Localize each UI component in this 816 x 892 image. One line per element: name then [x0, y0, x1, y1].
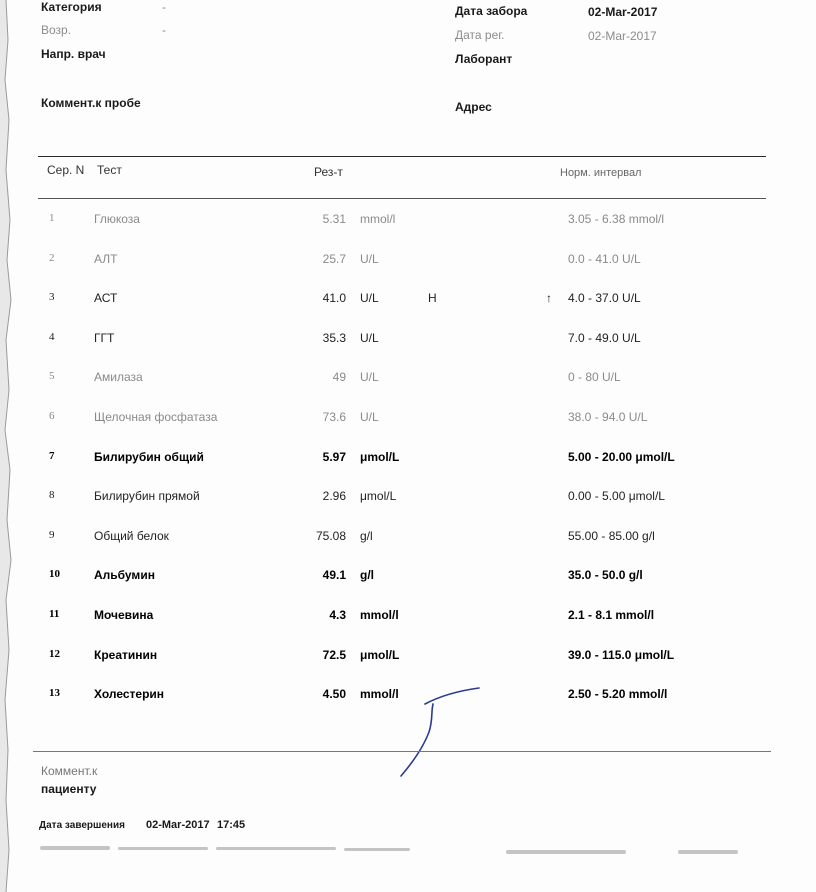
result-unit: U/L — [360, 251, 379, 266]
age-value: - — [162, 23, 166, 37]
result-value: 5.97 — [322, 449, 346, 464]
row-number: 5 — [49, 370, 55, 383]
table-row — [0, 246, 816, 286]
row-number: 8 — [49, 489, 55, 502]
illegible-footer-print — [38, 840, 778, 870]
result-unit: mmol/l — [360, 687, 399, 702]
test-name: Холестерин — [94, 687, 165, 702]
result-value: 75.08 — [315, 528, 346, 543]
result-value: 5.31 — [322, 212, 346, 226]
age-label: Возр. — [41, 23, 72, 37]
row-number: 11 — [49, 608, 60, 620]
result-unit: g/l — [360, 528, 373, 543]
result-value: 25.7 — [322, 251, 346, 266]
collect-date-label: Дата забора — [455, 4, 528, 18]
reference-range: 38.0 - 94.0 U/L — [568, 410, 648, 424]
table-top-rule — [38, 156, 766, 157]
test-name: ГГТ — [94, 330, 115, 345]
completion-time-value: 17:45 — [217, 819, 246, 831]
result-value: 2.96 — [322, 489, 346, 504]
test-name: Билирубин прямой — [94, 489, 200, 504]
result-value: 73.6 — [322, 410, 346, 424]
reference-range: 35.0 - 50.0 g/l — [568, 568, 643, 583]
handwritten-signature — [395, 682, 485, 782]
reference-range: 5.00 - 20.00 μmol/L — [568, 449, 675, 464]
test-name: Амилаза — [94, 370, 143, 385]
column-range-header: Норм. интервал — [560, 167, 642, 179]
result-value: 35.3 — [322, 330, 346, 345]
test-name: Креатинин — [94, 647, 158, 662]
table-row — [0, 642, 816, 682]
row-number: 7 — [49, 449, 55, 462]
patient-comment-label-line2: пациенту — [41, 782, 97, 796]
row-number: 4 — [49, 330, 55, 343]
row-number: 6 — [49, 410, 55, 422]
row-number: 13 — [49, 687, 60, 700]
address-label: Адрес — [455, 100, 492, 114]
collect-date-value: 02-Mar-2017 — [588, 5, 658, 19]
reference-range: 2.1 - 8.1 mmol/l — [568, 608, 655, 622]
table-row — [0, 483, 816, 523]
table-row — [0, 523, 816, 563]
row-number: 9 — [49, 528, 55, 541]
table-header-rule — [38, 198, 766, 199]
row-number: 10 — [49, 568, 60, 581]
result-value: 4.3 — [329, 608, 346, 622]
result-value: 41.0 — [322, 291, 346, 306]
row-number: 2 — [49, 251, 55, 264]
test-name: Альбумин — [94, 568, 155, 583]
test-name: Мочевина — [94, 608, 154, 622]
table-row — [0, 206, 816, 246]
abnormal-arrow: ↑ — [546, 291, 552, 306]
result-unit: U/L — [360, 370, 379, 385]
sample-comment-label: Коммент.к пробе — [41, 96, 141, 110]
reference-range: 55.00 - 85.00 g/l — [568, 528, 655, 543]
test-name: АСТ — [94, 291, 118, 306]
reference-range: 3.05 - 6.38 mmol/l — [568, 212, 665, 226]
result-value: 4.50 — [322, 687, 346, 702]
column-test-header: Тест — [97, 163, 122, 177]
table-bottom-rule — [33, 751, 771, 752]
reference-range: 2.50 - 5.20 mmol/l — [568, 687, 668, 702]
test-name: Билирубин общий — [94, 449, 204, 464]
column-seq-header: Сер. N — [47, 163, 85, 177]
result-unit: mmol/l — [360, 608, 399, 622]
result-flag: H — [428, 291, 437, 306]
completion-date-label: Дата завершения — [39, 820, 125, 831]
test-name: АЛТ — [94, 251, 118, 266]
reference-range: 0 - 80 U/L — [568, 370, 621, 385]
result-unit: μmol/L — [360, 489, 397, 504]
table-row — [0, 285, 816, 325]
result-value: 49 — [332, 370, 346, 385]
reference-range: 0.00 - 5.00 μmol/L — [568, 489, 665, 504]
reg-date-value: 02-Mar-2017 — [588, 29, 657, 43]
column-result-header: Рез-т — [314, 165, 343, 179]
reference-range: 4.0 - 37.0 U/L — [568, 291, 641, 306]
patient-comment-label-line1: Коммент.к — [41, 764, 98, 778]
result-unit: g/l — [360, 568, 374, 583]
result-unit: U/L — [360, 410, 379, 424]
row-number: 3 — [49, 291, 55, 304]
table-row — [0, 602, 816, 642]
lab-label: Лаборант — [455, 52, 513, 66]
reference-range: 0.0 - 41.0 U/L — [568, 251, 641, 266]
result-value: 49.1 — [322, 568, 346, 583]
row-number: 12 — [49, 647, 60, 660]
reference-range: 7.0 - 49.0 U/L — [568, 330, 641, 345]
doctor-label: Напр. врач — [41, 47, 106, 61]
completion-date-value: 02-Mar-2017 — [146, 819, 210, 831]
test-name: Щелочная фосфатаза — [94, 410, 218, 424]
table-row — [0, 444, 816, 484]
test-name: Глюкоза — [94, 212, 140, 226]
reference-range: 39.0 - 115.0 μmol/L — [568, 647, 675, 662]
table-row — [0, 562, 816, 602]
table-row — [0, 404, 816, 444]
table-row — [0, 325, 816, 365]
result-unit: μmol/L — [360, 647, 400, 662]
test-name: Общий белок — [94, 528, 169, 543]
result-unit: μmol/L — [360, 449, 400, 464]
result-value: 72.5 — [322, 647, 346, 662]
category-value: - — [162, 0, 166, 14]
row-number: 1 — [49, 212, 55, 224]
result-unit: U/L — [360, 330, 379, 345]
category-label: Категория — [41, 0, 102, 14]
result-unit: U/L — [360, 291, 379, 306]
table-row — [0, 364, 816, 404]
reg-date-label: Дата рег. — [455, 28, 505, 42]
result-unit: mmol/l — [360, 212, 396, 226]
